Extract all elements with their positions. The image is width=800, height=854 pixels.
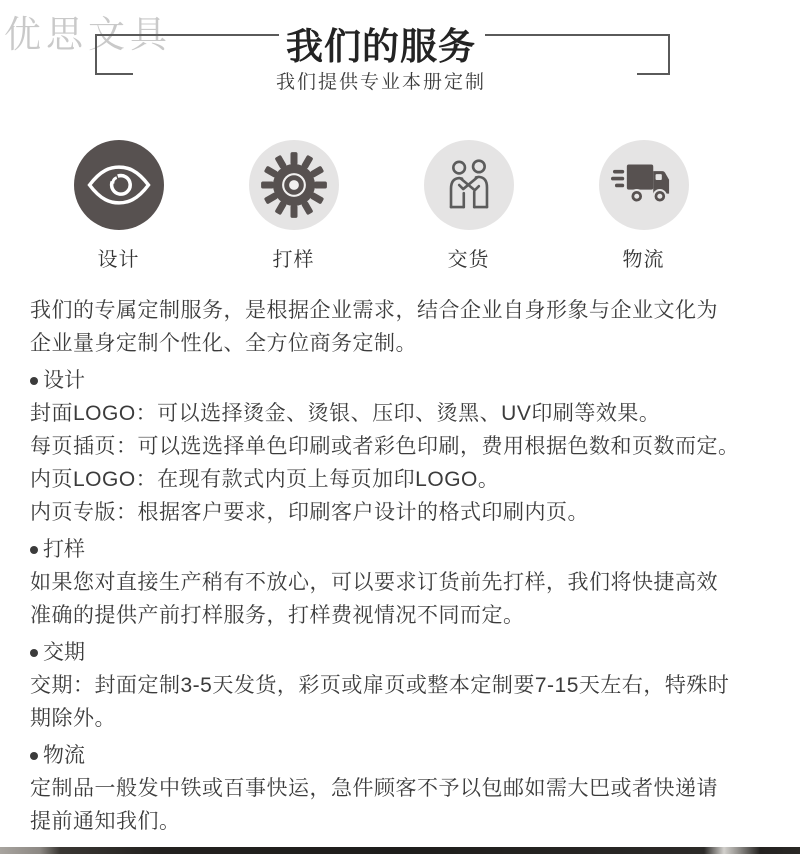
section-title: 物流 [43,744,85,767]
truck-icon [599,140,689,230]
service-description [30,294,782,838]
section-heading [30,533,782,566]
section-heading [30,636,782,669]
service-label: 打样 [272,249,315,271]
gear-icon [249,140,339,230]
service-label: 物流 [622,249,665,271]
handshake-icon [424,140,514,230]
bullet-icon [30,752,38,760]
section-line: 期除外。 [30,707,116,730]
bullet-icon [30,546,38,554]
eye-icon [74,140,164,230]
section-proofing [30,533,782,632]
section-line: 每页插页：可以选选择单色印刷或者彩色印刷，费用根据色数和页数而定。 [30,435,740,458]
section-line: 内页LOGO：在现有款式内页上每页加印LOGO。 [30,468,500,491]
section-line: 封面LOGO：可以选择烫金、烫银、压印、烫黑、UV印刷等效果。 [30,402,661,425]
section-design [30,364,782,529]
section-line: 准确的提供产前打样服务，打样费视情况不同而定。 [30,604,525,627]
intro-line: 企业量身定制个性化、全方位商务定制。 [30,332,417,355]
section-title: 打样 [43,538,85,561]
page-title: 我们的服务 [286,26,476,67]
service-design [74,140,164,272]
header [0,0,762,108]
intro-line: 我们的专属定制服务，是根据企业需求，结合企业自身形象与企业文化为 [30,299,718,322]
section-line: 如果您对直接生产稍有不放心，可以要求订货前先打样，我们将快捷高效 [30,571,718,594]
service-label: 设计 [97,249,140,271]
service-label: 交货 [447,249,490,271]
section-line: 内页专版：根据客户要求，印刷客户设计的格式印刷内页。 [30,501,589,524]
section-heading [30,739,782,772]
section-line: 定制品一般发中铁或百事快运，急件顾客不予以包邮如需大巴或者快递请 [30,777,718,800]
bullet-icon [30,649,38,657]
services-row [31,140,731,272]
page-subtitle: 我们提供专业本册定制 [275,72,486,93]
bullet-icon [30,377,38,385]
section-line: 交期：封面定制3-5天发货，彩页或扉页或整本定制要7-15天左右，特殊时 [30,674,730,697]
section-title: 设计 [43,369,85,392]
section-logistics [30,739,782,838]
section-title: 交期 [43,641,85,664]
bottom-image-strip [0,847,800,854]
service-proofing [249,140,339,272]
section-heading [30,364,782,397]
service-logistics [599,140,689,272]
section-line: 提前通知我们。 [30,810,181,833]
section-leadtime [30,636,782,735]
brand-watermark: 优思文具 [4,15,172,56]
service-delivery [424,140,514,272]
